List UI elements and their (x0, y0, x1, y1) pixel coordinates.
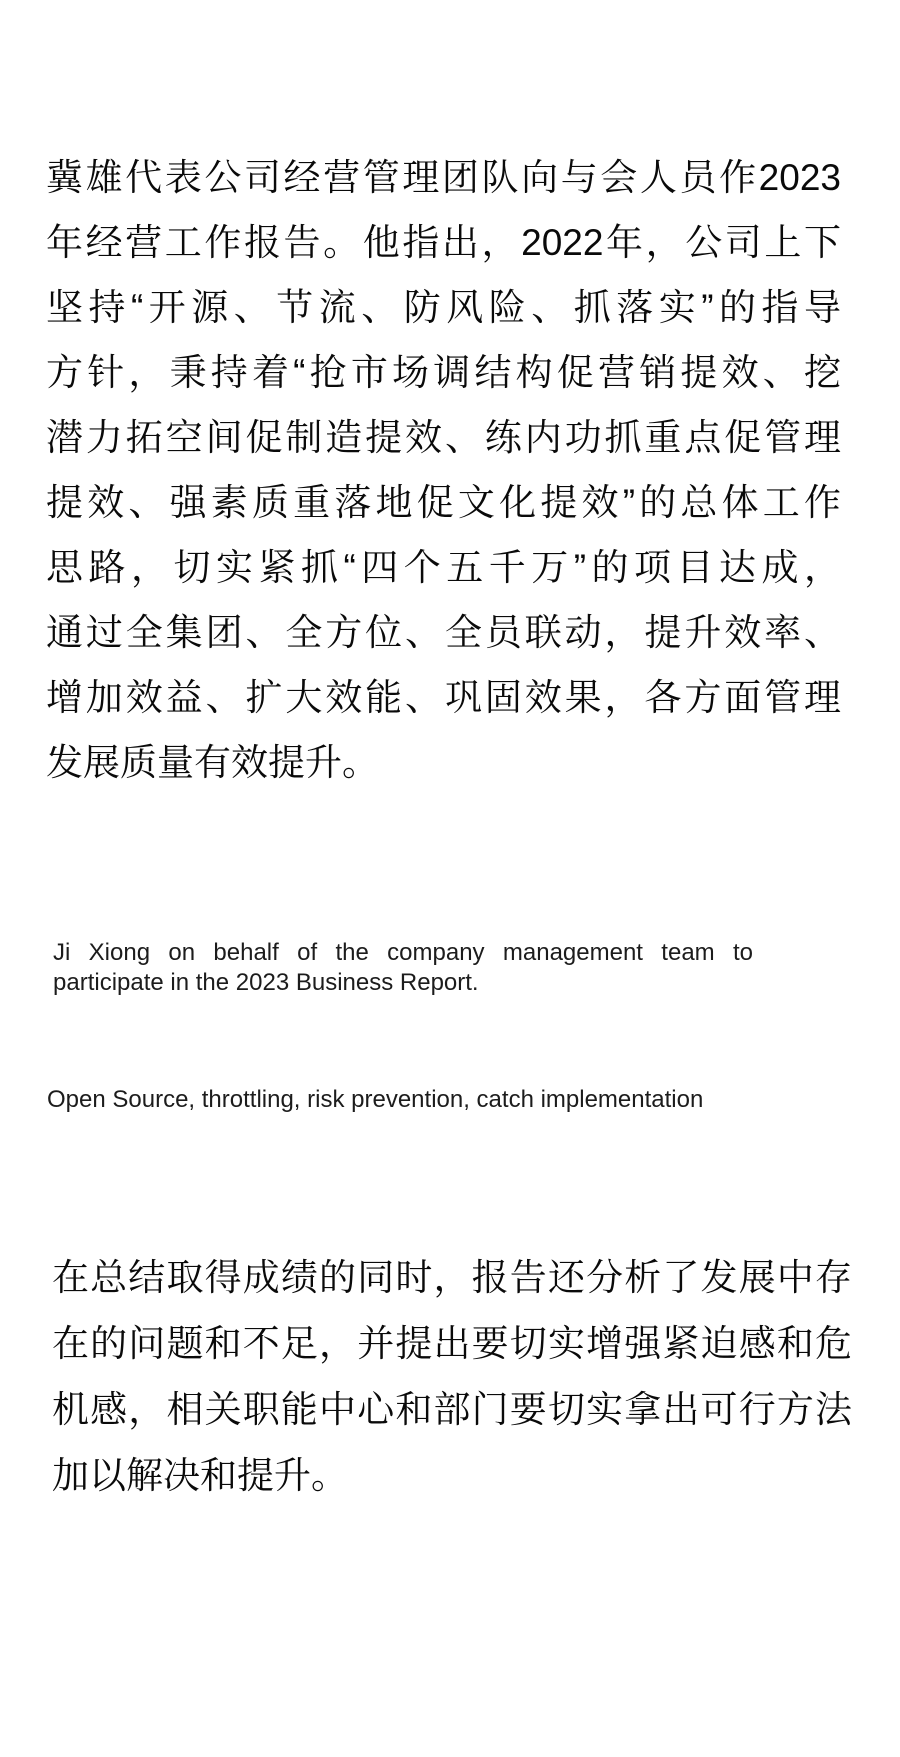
report-paragraph-line: 潜力拓空间促制造提效、练内功抓重点促管理 (46, 417, 841, 458)
report-paragraph-line: 发展质量有效提升。 (46, 742, 379, 783)
analysis-paragraph-line: 机感，相关职能中心和部门要切实拿出可行方法 (52, 1389, 852, 1430)
analysis-paragraph-line: 在总结取得成绩的同时，报告还分析了发展中存 (52, 1257, 852, 1298)
report-paragraph-line: 坚持“开源、节流、防风险、抓落实”的指导 (46, 287, 841, 328)
report-paragraph-line: 通过全集团、全方位、全员联动，提升效率、 (46, 612, 841, 653)
analysis-paragraph-line: 在的问题和不足，并提出要切实增强紧迫感和危 (52, 1323, 852, 1364)
caption-english (53, 938, 753, 998)
report-paragraph-line: 方针，秉持着“抢市场调结构促营销提效、挖 (46, 352, 841, 393)
report-paragraph-line: 年经营工作报告。他指出，2022年，公司上下 (46, 222, 841, 263)
analysis-paragraph-line: 加以解决和提升。 (52, 1455, 348, 1496)
report-paragraph-line: 增加效益、扩大效能、巩固效果，各方面管理 (46, 677, 841, 718)
caption-english-line: participate in the 2023 Business Report. (53, 969, 479, 996)
report-paragraph-line: 思路，切实紧抓“四个五千万”的项目达成， (46, 547, 841, 588)
analysis-paragraph (52, 1245, 852, 1509)
caption-english-line: Ji Xiong on behalf of the company management team to (53, 939, 753, 966)
report-paragraph-line: 提效、强素质重落地促文化提效”的总体工作 (46, 482, 841, 523)
slogan-english: Open Source, throttling, risk prevention, catch implementation (47, 1086, 704, 1113)
report-paragraph (46, 145, 841, 795)
report-paragraph-line: 冀雄代表公司经营管理团队向与会人员作2023 (46, 157, 841, 198)
